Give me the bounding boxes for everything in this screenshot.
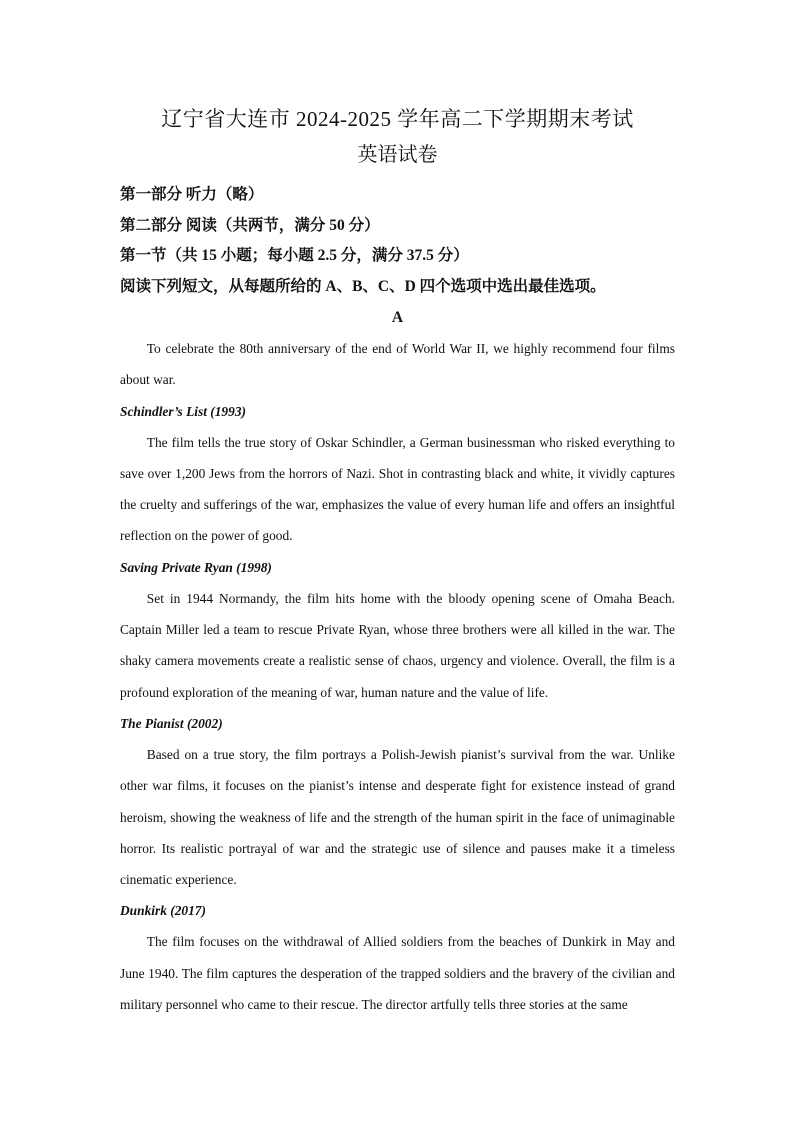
film-description-dunkirk: The film focuses on the withdrawal of Allied soldiers from the beaches of Dunkirk in May and June 1940. The film captures the desperation of the trapped soldiers and the bravery of the civilian and military personnel who came to their rescue. The director artfully tells three stories at the same [120, 934, 675, 1013]
passage-intro: To celebrate the 80th anniversary of the end of World War II, we highly recommend four films about war. [120, 341, 675, 388]
section1-heading: 第一节（共 15 小题；每小题 2.5 分，满分 37.5 分） [120, 247, 469, 264]
passage-label: A [391, 309, 404, 326]
film-description-schindlers-list: The film tells the true story of Oskar Schindler, a German businessman who risked everything to save over 1,200 Jews from the horrors of Nazi. Shot in contrasting black and white, it vividly captures the cruelty and sufferings of the war, emphasizes the value of every human life and offers an insightful reflection on the power of good. [120, 434, 675, 544]
film-description-the-pianist: Based on a true story, the film portrays a Polish-Jewish pianist’s survival from the war. Unlike other war films, it focuses on the pianist’s intense and desperate fight for existence instead of grand heroism, showing the weakness of life and the strength of the human spirit in the face of unimaginable horror. Its realistic portrayal of war and the strategic use of silence and pauses make it a timeless cinematic experience. [120, 746, 675, 888]
film-title-the-pianist: The Pianist (2002) [120, 715, 223, 731]
reading-instruction: 阅读下列短文，从每题所给的 A、B、C、D 四个选项中选出最佳选项。 [120, 277, 606, 295]
film-title-saving-private-ryan: Saving Private Ryan (1998) [120, 559, 272, 575]
exam-page [120, 104, 675, 1020]
part1-heading: 第一部分 听力（略） [120, 186, 264, 203]
part2-heading: 第二部分 阅读（共两节，满分 50 分） [120, 216, 380, 234]
film-title-schindlers-list: Schindler’s List (1993) [120, 403, 246, 419]
exam-title: 辽宁省大连市 2024-2025 学年高二下学期期末考试 [161, 107, 634, 131]
film-title-dunkirk: Dunkirk (2017) [120, 903, 206, 919]
exam-subtitle: 英语试卷 [357, 144, 438, 166]
film-description-saving-private-ryan: Set in 1944 Normandy, the film hits home with the bloody opening scene of Omaha Beach. Captain Miller led a team to rescue Private Ryan, whose three brothers were all killed in the war. The shaky camera movements create a realistic sense of chaos, urgency and violence. Overall, the film is a profound exploration of the meaning of war, human nature and the value of life. [120, 590, 675, 700]
